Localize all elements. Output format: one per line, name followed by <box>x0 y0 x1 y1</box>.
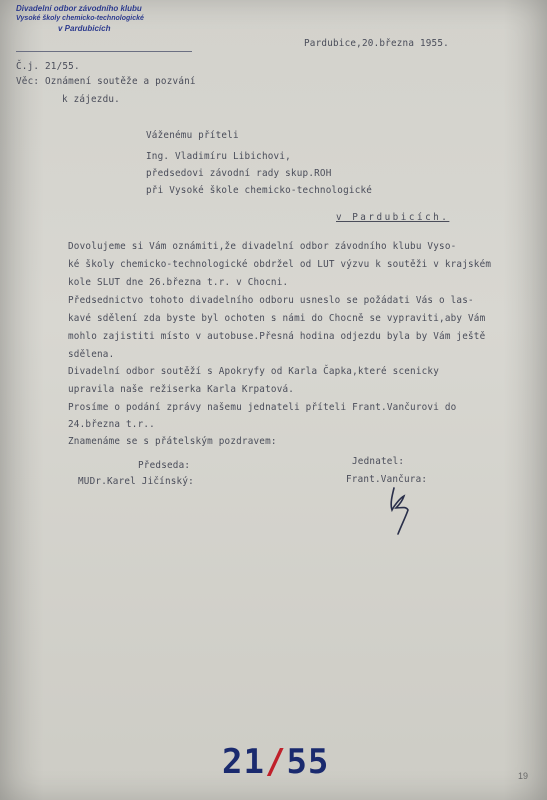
reference-number: Č.j. 21/55. <box>16 61 80 72</box>
addressee-line-1: Váženému příteli <box>146 130 239 141</box>
chair-title: Předseda: <box>138 460 191 471</box>
body-line-8: Divadelní odbor soutěží s Apokryfy od Karla Čapka,které scenicky <box>68 366 440 377</box>
body-line-3: kole SLUT dne 26.března t.r. v Chocni. <box>68 277 289 288</box>
chair-name: MUDr.Karel Jičínský: <box>78 476 194 487</box>
letterhead-line-3: v Pardubicích <box>58 24 111 33</box>
body-line-1: Dovolujeme si Vám oznámiti,že divadelní odbor závodního klubu Vyso- <box>68 241 457 252</box>
archive-number-slash: / <box>264 742 287 782</box>
addressee-line-4: při Vysoké škole chemicko-technologické <box>146 185 373 196</box>
body-line-5: kavé sdělení zda byste byl ochoten s námi do Chocně se vypraviti,aby Vám <box>68 313 486 324</box>
body-line-4: Předsednictvo tohoto divadelního odboru usneslo se požádati Vás o las- <box>68 295 474 306</box>
body-line-11: 24.března t.r.. <box>68 419 155 430</box>
subject-line-2: k zájezdu. <box>62 94 120 105</box>
secretary-title: Jednatel: <box>352 456 405 467</box>
addressee-line-2: Ing. Vladimíru Libichovi, <box>146 151 291 162</box>
archive-number <box>222 742 329 782</box>
letterhead-line-1: Divadelní odbor závodního klubu <box>16 4 142 13</box>
subject-line-1: Věc: Oznámení soutěže a pozvání <box>16 76 196 87</box>
place-date: Pardubice,20.března 1955. <box>304 38 449 49</box>
addressee-line-3: předsedovi závodní rady skup.ROH <box>146 168 332 179</box>
body-line-9: upravila naše režiserka Karla Krpatová. <box>68 384 295 395</box>
letterhead-stamp <box>16 4 144 34</box>
addressee-city: v Pardubicích. <box>336 212 450 223</box>
body-line-7: sdělena. <box>68 349 115 360</box>
closing-line: Znamenáme se s přátelským pozdravem: <box>68 436 277 447</box>
body-line-2: ké školy chemicko-technologické obdržel od LUT výzvu k soutěži v krajském <box>68 259 492 270</box>
letterhead-rule <box>16 51 192 52</box>
body-line-10: Prosíme o podání zprávy našemu jednateli příteli Frant.Vančurovi do <box>68 402 457 413</box>
body-line-6: mohlo zajistiti místo v autobuse.Přesná hodina odjezdu byla by Vám ještě <box>68 331 486 342</box>
page-number: 19 <box>518 771 529 781</box>
letterhead-line-2: Vysoké školy chemicko-technologické <box>16 15 144 22</box>
handwritten-signature <box>384 484 416 536</box>
archive-number-left: 21 <box>222 742 265 782</box>
archive-number-right: 55 <box>286 742 330 782</box>
secretary-name: Frant.Vančura: <box>346 474 428 485</box>
